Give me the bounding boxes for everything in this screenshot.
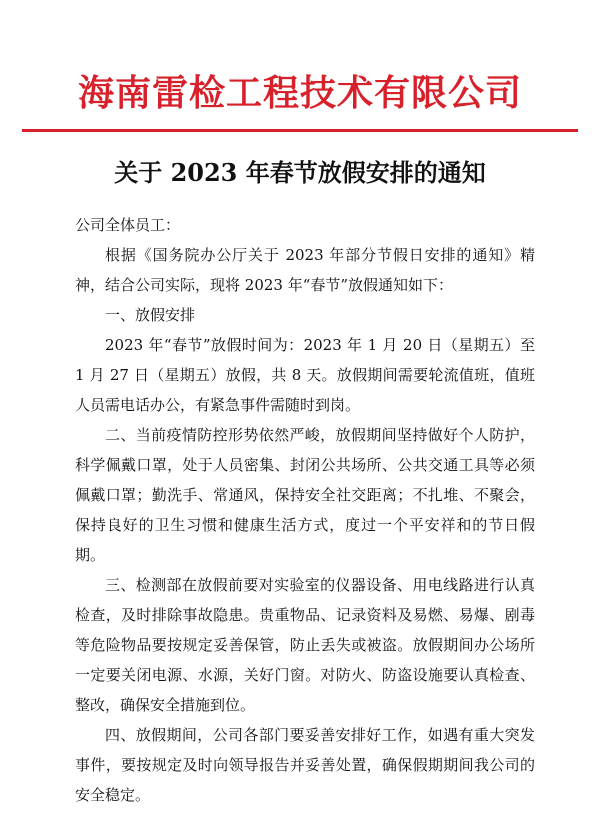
- notice-body: [75, 210, 535, 810]
- paragraph-holiday-dates: 2023 年“春节”放假时间为：2023 年 1 月 20 日（星期五）至 1 月 27 日（星期五）放假，共 8 天。放假期间需要轮流值班，值班人员需电话办公，有紧急事件需随时到岗。: [75, 336, 535, 414]
- paragraph-department-duty: 四、放假期间，公司各部门要妥善安排好工作，如遇有重大突发事件，要按规定及时向领导报告并妥善处置，确保假期期间我公司的安全稳定。: [75, 726, 535, 804]
- paragraph-epidemic-prevention: 二、当前疫情防控形势依然严峻，放假期间坚持做好个人防护，科学佩戴口罩，处于人员密集、封闭公共场所、公共交通工具等必须佩戴口罩；勤洗手、常通风，保持安全社交距离；不扎堆、不聚会，保持良好的卫生习惯和健康生活方式，度过一个平安祥和的节日假期。: [75, 426, 535, 564]
- section-heading-holiday-arrangement: 一、放假安排: [105, 306, 196, 324]
- paragraph-lab-safety: 三、检测部在放假前要对实验室的仪器设备、用电线路进行认真检查，及时排除事故隐患。贵重物品、记录资料及易燃、易爆、剧毒等危险物品要按规定妥善保管，防止丢失或被盗。放假期间办公场所一定要关闭电源、水源，关好门窗。对防火、防盗设施要认真检查、整改，确保安全措施到位。: [75, 576, 535, 714]
- red-divider-line: [22, 129, 578, 132]
- paragraph-intro: 根据《国务院办公厅关于 2023 年部分节假日安排的通知》精神，结合公司实际，现将 2023 年“春节”放假通知如下：: [75, 246, 535, 294]
- salutation: 公司全体员工：: [75, 216, 181, 234]
- company-name-heading: 海南雷检工程技术有限公司: [77, 72, 522, 114]
- notice-title: 关于 2023 年春节放假安排的通知: [114, 158, 486, 187]
